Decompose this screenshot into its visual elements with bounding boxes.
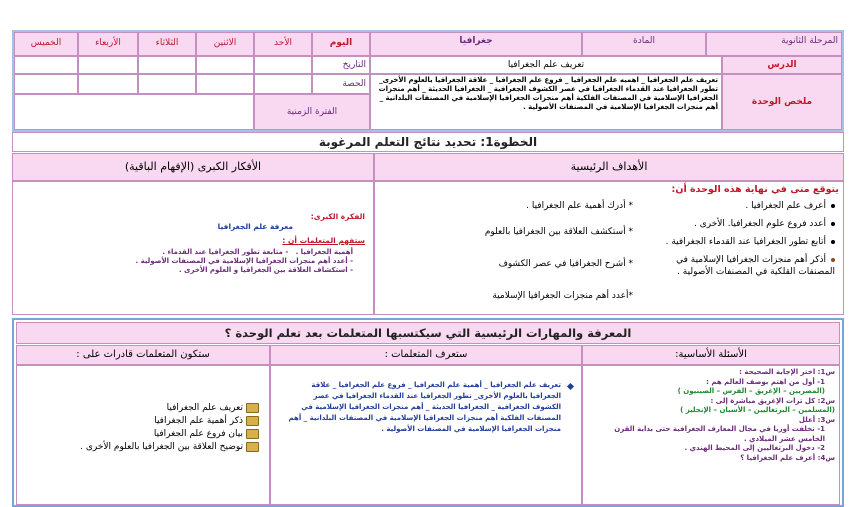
period-sun[interactable] xyxy=(254,74,312,94)
big-idea-item-0: أهمية الجغرافيا . - متابعة تطور الجغرافيا عند القدماء . xyxy=(162,248,353,256)
goals-body xyxy=(374,181,844,315)
question-4: س4: أعرف علم الجغرافيا ؟ xyxy=(740,453,835,462)
question-2-options: (المسلمين – البرتغاليين – الأسبان – الإنجليز ) xyxy=(680,406,835,414)
goal-right-1: أعرف علم الجغرافيا . xyxy=(645,200,835,212)
book-icon xyxy=(246,429,259,439)
subject-value-cell: جغرافيا xyxy=(370,32,582,56)
question-2: س2: كل ترات الإغريق مباشرة إلى : xyxy=(710,396,835,405)
day-tue: الثلاثاء xyxy=(138,32,196,56)
lesson-value-cell: تعريف علم الجغرافيا xyxy=(370,56,722,74)
period-wed[interactable] xyxy=(78,74,138,94)
day-label-cell: اليوم xyxy=(312,32,370,56)
unit-summary-text-cell: تعريف علم الجغرافيا _ اهميه علم الجغرافيا _ فروع علم الجغرافيا _ علاقة الجغرافيا بالعلوم الأخرى_ تطور الجغرافيا عند القدماء الجغرافيا في عصر الكشوف الجغرافية _ الجغرافيا الحديثة _ أهم منجزات الجغرافيا الإسلامية في المصنفات الفلكية أهم منجزات الجغرافيا الإسلامية في المصنفات البلدانية _ أهم منجزات الجغرافيا الإسلامية في المصنفات الأصولية . xyxy=(370,74,722,130)
day-sun: الأحد xyxy=(254,32,312,56)
goals-intro: يتوقع متى في نهاية هذه الوحدة أن: xyxy=(671,184,839,195)
able-item-3: بيان فروع علم الجغرافيا xyxy=(23,428,259,441)
able-item-4: توضيح العلاقة بين الجغرافيا بالعلوم الأخرى . xyxy=(23,441,259,454)
lesson-label-cell: الدرس xyxy=(722,56,842,74)
able-item-1: تعريف علم الجغرافيا xyxy=(23,402,259,415)
subject-label-cell: المادة xyxy=(582,32,706,56)
big-idea-value: معرفة علم الجغرافيا xyxy=(217,222,293,231)
question-1: س1: اختر الإجابة الصحيحة : xyxy=(739,368,835,376)
stage-cell xyxy=(706,32,842,56)
date-label-cell: التاريخ xyxy=(312,56,370,74)
date-mon[interactable] xyxy=(196,56,254,74)
goal-right-2: أعدد فروع علوم الجغرافيا. الأخرى . xyxy=(645,218,835,230)
time-label-cell: الفترة الزمنية xyxy=(254,94,370,130)
question-1-item: 1- أول من اهتم بوصف العالم هم : xyxy=(706,377,825,386)
diamond-bullet-icon xyxy=(567,383,574,390)
goal-right-4: أذكر أهم منجزات الجغرافيا الإسلامية في المصنفات القلكية في المصنفات الأصولية . xyxy=(676,255,835,277)
step1-title: الخطوة1: تحديد نتائج التعلم المرغوبة xyxy=(12,132,844,152)
goal-left-4: *أعدد أهم منجزات الجغرافيا الإسلامية xyxy=(492,291,633,301)
unit-summary-label-cell: ملخص الوحدة xyxy=(722,74,842,130)
questions-body xyxy=(582,365,840,505)
period-thu[interactable] xyxy=(14,74,78,94)
goal-left-3: * أشرح الجغرافيا في عصر الكشوف xyxy=(498,259,633,269)
big-idea-label: الفكرة الكبرى: xyxy=(310,212,365,221)
big-idea-item-1: - أعدد أهم منجزات الجغرافيا الإسلامية في المصنفات الأصولية . xyxy=(135,257,353,265)
able-body xyxy=(16,365,270,505)
big-idea-item-2: - استكشاف العلاقة بين الجغرافيا و العلوم الأخرى . xyxy=(178,266,353,274)
questions-title-cell: الأسئلة الأساسية: xyxy=(582,345,840,365)
period-label-cell: الحصة xyxy=(312,74,370,94)
date-thu[interactable] xyxy=(14,56,78,74)
day-mon: الاثنين xyxy=(196,32,254,56)
know-body xyxy=(270,365,582,505)
learners-label: ستفهم المتعلمات أن : xyxy=(282,236,365,245)
goal-right-3: أتابع تطور الجغرافيا عند القدماء الجغرافية . xyxy=(645,236,835,248)
question-3-item-2: 2- دخول البرتغاليين إلى المحيط الهندي . xyxy=(684,444,825,452)
date-sun[interactable] xyxy=(254,56,312,74)
goals-title-cell: الأهداف الرئيسية xyxy=(374,153,844,181)
book-icon xyxy=(246,442,259,452)
big-ideas-body xyxy=(12,181,374,315)
know-title-cell: ستعرف المتعلمات : xyxy=(270,345,582,365)
knowledge-title: المعرفة والمهارات الرئيسية التي سيكتسبها المتعلمات بعد تعلم الوحدة ؟ xyxy=(16,322,840,344)
day-wed: الأربعاء xyxy=(78,32,138,56)
able-item-2: ذكر أهمية علم الجغرافيا xyxy=(23,415,259,428)
question-3: س3: أعلل xyxy=(798,415,835,424)
goal-left-2: * أستكشف العلاقة بين الجغرافيا بالعلوم xyxy=(484,227,633,237)
book-icon xyxy=(246,403,259,413)
period-mon[interactable] xyxy=(196,74,254,94)
time-value-cell[interactable] xyxy=(14,94,254,130)
know-text: تعريف علم الجغرافيا _ أهمية علم الجغرافيا _ فروع علم الجغرافيا _ علاقة الجغرافيا بالعلوم الأخرى_ تطور الجغرافيا عند القدماء الجغرافيا في عصر الكشوف الجغرافية _ الجغرافيا الحديثة _ أهم منجزات الجغرافيا الإسلامية في المصنفات الفلكية أهم منجزات الجغرافيا الإسلامية في المصنفات البلدانية _ أهم منجزات الجغرافيا الإسلامية في المصنفات الأصولية . xyxy=(288,381,561,433)
stage-label: المرحلة الثانوية xyxy=(781,36,838,46)
question-3-item-1: 1- تخلفت أوربا في مجال المعارف الجغرافية حتى بداية القرن الخامس عشر الميلادي . xyxy=(614,425,825,443)
date-tue[interactable] xyxy=(138,56,196,74)
question-1-options: (المصريين – الإغريق – الفرس – الصينيون ) xyxy=(677,387,825,395)
book-icon xyxy=(246,416,259,426)
goal-left-1: * أدرك أهمية علم الجغرافيا . xyxy=(526,201,633,211)
period-tue[interactable] xyxy=(138,74,196,94)
able-title-cell: ستكون المتعلمات قادرات على : xyxy=(16,345,270,365)
big-ideas-title-cell: الأفكار الكبرى (الإفهام الباقية) xyxy=(12,153,374,181)
date-wed[interactable] xyxy=(78,56,138,74)
day-thu: الخميس xyxy=(14,32,78,56)
